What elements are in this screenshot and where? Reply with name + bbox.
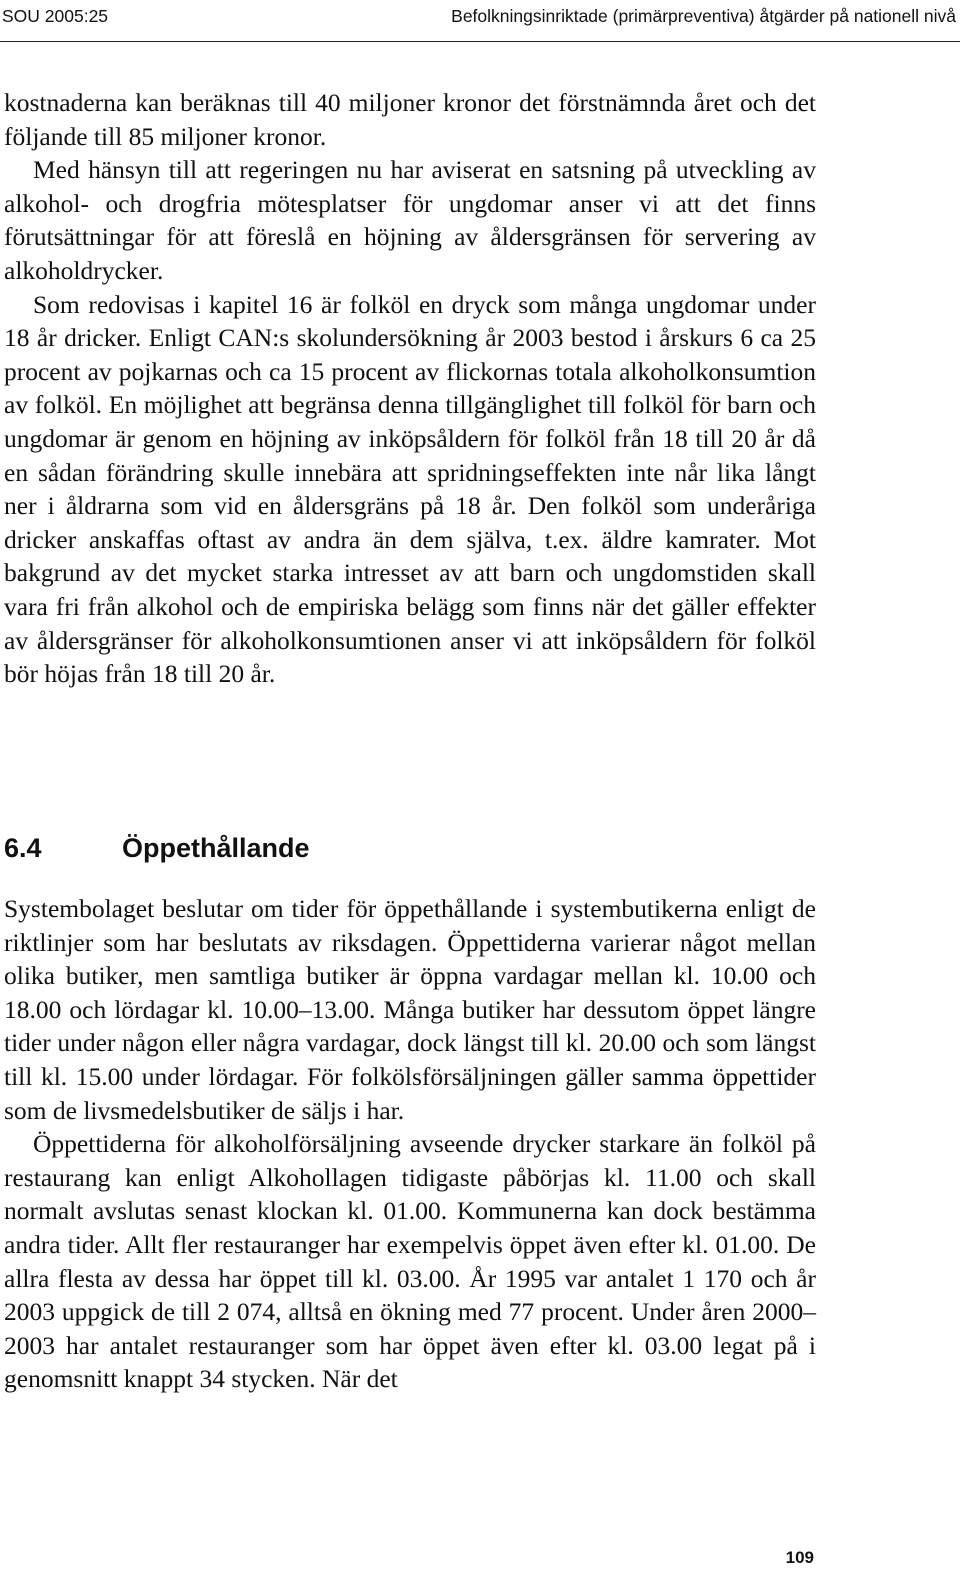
section-heading bbox=[4, 826, 816, 870]
section-paragraph-1: Systembolaget beslutar om tider för öppethållande i systembutikerna enligt de riktlinjer som har beslutats av riksdagen. Öppettiderna varierar något mellan olika butiker, men samtliga butiker är öppna vardagar mellan kl. 10.00 och 18.00 och lördagar kl. 10.00–13.00. Många butiker har dessutom öppet längre tider under någon eller några vardagar, dock längst till kl. 20.00 och som längst till kl. 15.00 under lördagar. För folkölsförsäljningen gäller samma öppettider som de livsmedelsbutiker de säljs i har. bbox=[4, 894, 816, 1125]
report-id: SOU 2005:25 bbox=[2, 6, 109, 26]
chapter-title: Befolkningsinriktade (primärpreventiva) åtgärder på nationell nivå bbox=[451, 6, 956, 26]
header-rule bbox=[0, 41, 960, 42]
body-text-section bbox=[4, 892, 816, 1396]
section-number: 6.4 bbox=[4, 833, 42, 863]
paragraph-1: kostnaderna kan beräknas till 40 miljoner kronor det förstnämnda året och det följande till 85 miljoner kronor. bbox=[4, 88, 816, 151]
body-text-top bbox=[4, 86, 816, 691]
section-paragraph-2: Öppettiderna för alkoholförsäljning avseende drycker starkare än folköl på restaurang kan enligt Alkohollagen tidigaste påbörjas kl. 11.00 och skall normalt avslutas senast klockan kl. 01.00. Kommunerna kan dock bestämma andra tider. Allt fler restauranger har exempelvis öppet även efter kl. 01.00. De allra flesta av dessa har öppet till kl. 03.00. År 1995 var antalet 1 170 och år 2003 uppgick de till 2 074, alltså en ökning med 77 procent. Under åren 2000–2003 har antalet restauranger som har öppet även efter kl. 03.00 legat på i genomsnitt knappt 34 stycken. När det bbox=[4, 1129, 816, 1394]
paragraph-3: Som redovisas i kapitel 16 är folköl en dryck som många ungdomar under 18 år dricker. Enligt CAN:s skolundersökning år 2003 bestod i årskurs 6 ca 25 procent av pojkarnas och ca 15 procent av flickornas totala alkoholkonsumtion av folköl. En möjlighet att begränsa denna tillgänglighet till folköl för barn och ungdomar är genom en höjning av inköpsåldern för folköl från 18 till 20 år då en sådan förändring skulle innebära att spridningseffekten inte når lika långt ner i åldrarna som vid en åldersgräns på 18 år. Den folköl som underåriga dricker anskaffas oftast av andra än dem själva, t.ex. äldre kamrater. Mot bakgrund av det mycket starka intresset av att barn och ungdomstiden skall vara fri från alkohol och de empiriska belägg som finns när det gäller effekter av åldersgränser för alkoholkonsumtionen anser vi att inköpsåldern för folköl bör höjas från 18 till 20 år. bbox=[4, 289, 816, 689]
paragraph-2: Med hänsyn till att regeringen nu har aviserat en satsning på utveckling av alkohol- och drogfria mötesplatser för ungdomar anser vi att det finns förutsättningar för att föreslå en höjning av åldersgränsen för servering av alkoholdrycker. bbox=[4, 155, 816, 285]
section-title: Öppethållande bbox=[122, 833, 310, 863]
running-header bbox=[0, 4, 958, 28]
page-number: 109 bbox=[785, 1548, 814, 1567]
